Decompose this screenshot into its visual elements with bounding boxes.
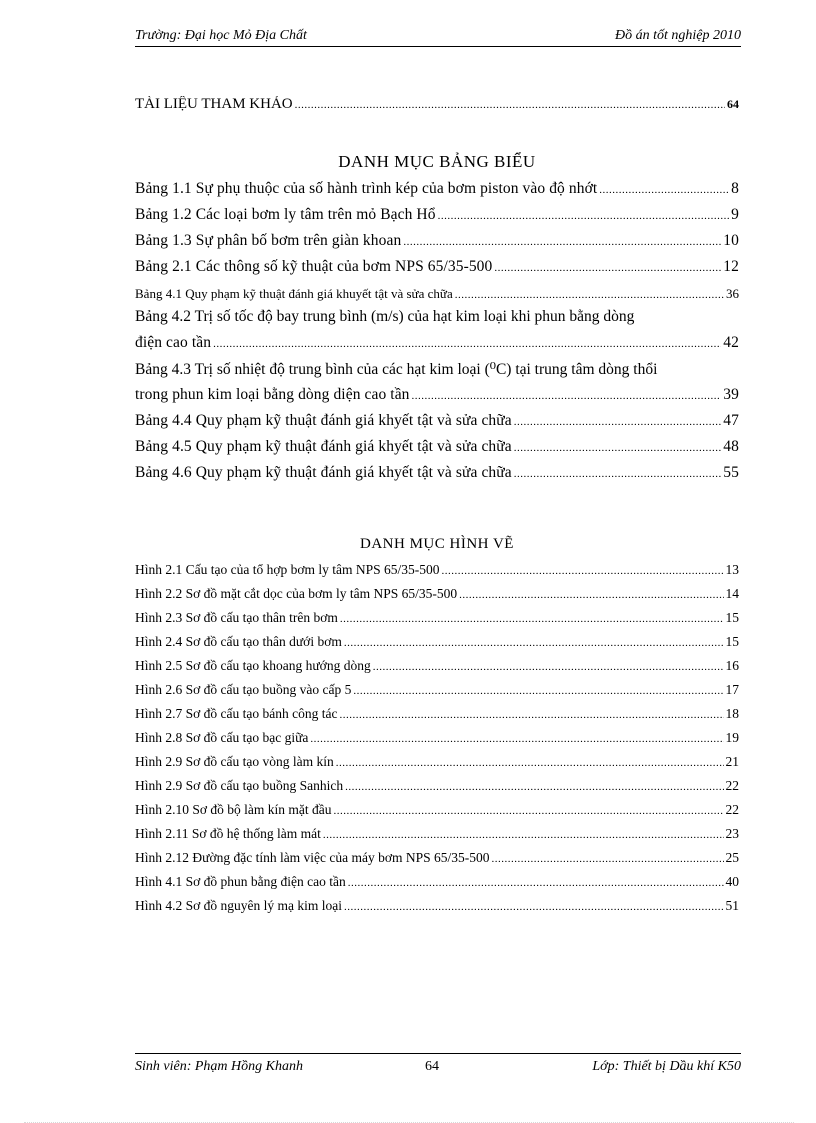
page-footer	[135, 1053, 741, 1076]
entry-label: Hình 2.7 Sơ đồ cấu tạo bánh công tác	[135, 706, 338, 721]
dot-leader	[345, 781, 723, 793]
figure-entry	[135, 634, 739, 650]
entry-label: Hình 2.4 Sơ đồ cấu tạo thân dưới bơm	[135, 634, 342, 649]
entry-label: Hình 2.8 Sơ đồ cấu tạo bạc giữa	[135, 730, 309, 745]
page-header	[135, 28, 741, 47]
entry-page: 39	[723, 386, 739, 403]
header-project: Đồ án tốt nghiệp 2010	[615, 28, 741, 43]
entry-label: Hình 2.2 Sơ đồ mặt cắt dọc của bơm ly tâm NPS 65/35-500	[135, 586, 458, 601]
entry-page: 22	[725, 778, 739, 793]
entry-label: Bảng 1.3 Sự phân bố bơm trên giàn khoan	[135, 232, 402, 249]
entry-label-continued: điện cao tần	[135, 334, 212, 351]
header-school: Trường: Đại học Mỏ Địa Chất	[135, 28, 307, 43]
dot-leader	[459, 589, 723, 601]
entry-label: Bảng 1.1 Sự phụ thuộc của số hành trình kép của bơm piston vào độ nhớt	[135, 180, 598, 197]
dot-leader	[455, 289, 724, 301]
figure-entry	[135, 898, 739, 914]
figure-entry	[135, 682, 739, 698]
figure-entry	[135, 826, 739, 842]
figure-entry	[135, 730, 739, 746]
footer-student: Sinh viên: Phạm Hồng Khanh	[135, 1059, 303, 1074]
table-entry	[135, 464, 739, 482]
dot-leader	[348, 877, 724, 889]
references-title: TÀI LIỆU THAM KHẢO	[135, 96, 293, 112]
entry-label: Bảng 4.6 Quy phạm kỹ thuật đánh giá khyết tật và sửa chữa	[135, 464, 512, 481]
dot-leader	[295, 99, 725, 111]
figure-entry	[135, 850, 739, 866]
entry-page: 8	[731, 180, 739, 197]
entry-page: 13	[725, 562, 739, 577]
tables-section-title: DANH MỤC BẢNG BIỂU	[338, 152, 536, 171]
entry-page: 17	[725, 682, 739, 697]
entry-page: 16	[725, 658, 739, 673]
dot-leader	[403, 236, 721, 248]
dot-leader	[344, 901, 723, 913]
figure-entry	[135, 754, 739, 770]
entry-page: 42	[723, 334, 739, 351]
table-entry	[135, 386, 739, 404]
entry-page: 14	[725, 586, 739, 601]
entry-page: 15	[725, 634, 739, 649]
figure-entry	[135, 586, 739, 602]
dot-leader	[494, 262, 721, 274]
entry-page: 10	[723, 232, 739, 249]
entry-label: Hình 2.1 Cấu tạo của tổ hợp bơm ly tâm NPS 65/35-500	[135, 562, 440, 577]
entry-label: Hình 2.12 Đường đặc tính làm việc của máy bơm NPS 65/35-500	[135, 850, 490, 865]
dot-leader	[412, 390, 722, 402]
dot-leader	[442, 565, 724, 577]
entry-label: Hình 2.10 Sơ đồ bộ làm kín mặt đầu	[135, 802, 332, 817]
entry-label: Hình 2.11 Sơ đồ hệ thống làm mát	[135, 826, 321, 841]
table-entry-first-line: Bảng 4.3 Trị số nhiệt độ trung bình của các hạt kim loại (⁰C) tại trung tâm dòng thổi	[135, 361, 658, 378]
dot-leader	[310, 733, 723, 745]
entry-page: 40	[725, 874, 739, 889]
entry-label-continued: trong phun kim loại bằng dòng diện cao tần	[135, 386, 410, 403]
table-entry	[135, 412, 739, 430]
entry-page: 21	[725, 754, 739, 769]
entry-label: Hình 4.1 Sơ đồ phun bằng điện cao tần	[135, 874, 346, 889]
entry-label: Bảng 4.5 Quy phạm kỹ thuật đánh giá khyết tật và sửa chữa	[135, 438, 512, 455]
dot-leader	[438, 210, 730, 222]
entry-page: 51	[725, 898, 739, 913]
references-entry	[135, 96, 739, 113]
entry-label: Bảng 4.1 Quy phạm kỹ thuật đánh giá khuyết tật và sửa chữa	[135, 286, 453, 301]
entry-page: 22	[725, 802, 739, 817]
entry-page: 55	[723, 464, 739, 481]
entry-label: Hình 2.5 Sơ đồ cấu tạo khoang hướng dòng	[135, 658, 371, 673]
dot-leader	[373, 661, 724, 673]
table-entry	[135, 286, 739, 302]
table-entry	[135, 180, 739, 198]
table-entry	[135, 206, 739, 224]
entry-page: 9	[731, 206, 739, 223]
table-entry	[135, 232, 739, 250]
dot-leader	[514, 416, 722, 428]
entry-page: 36	[726, 286, 739, 301]
dot-leader	[339, 709, 723, 721]
entry-page: 18	[725, 706, 739, 721]
dot-leader	[334, 805, 724, 817]
figure-entry	[135, 778, 739, 794]
entry-label: Hình 2.3 Sơ đồ cấu tạo thân trên bơm	[135, 610, 338, 625]
table-entry	[135, 334, 739, 352]
entry-page: 48	[723, 438, 739, 455]
entry-page: 47	[723, 412, 739, 429]
entry-label: Hình 2.6 Sơ đồ cấu tạo buồng vào cấp 5	[135, 682, 352, 697]
footer-class: Lớp: Thiết bị Dầu khí K50	[592, 1059, 741, 1074]
figure-entry	[135, 802, 739, 818]
dot-leader	[599, 184, 729, 196]
entry-label: Hình 2.9 Sơ đồ cấu tạo buồng Sanhich	[135, 778, 344, 793]
figure-entry	[135, 658, 739, 674]
entry-label: Hình 2.9 Sơ đồ cấu tạo vòng làm kín	[135, 754, 334, 769]
figure-entry	[135, 874, 739, 890]
figure-entry	[135, 562, 739, 578]
entry-label: Bảng 2.1 Các thông số kỹ thuật của bơm NPS 65/35-500	[135, 258, 493, 275]
dot-leader	[336, 757, 724, 769]
table-entry	[135, 258, 739, 276]
entry-page: 25	[725, 850, 739, 865]
entry-page: 12	[723, 258, 739, 275]
footer-page-number: 64	[425, 1059, 439, 1074]
figures-section-title: DANH MỤC HÌNH VẼ	[360, 536, 514, 552]
figure-entry	[135, 610, 739, 626]
entry-label: Hình 4.2 Sơ đồ nguyên lý mạ kim loại	[135, 898, 343, 913]
dot-leader	[514, 442, 722, 454]
dot-leader	[340, 613, 724, 625]
entry-label: Bảng 1.2 Các loại bơm ly tâm trên mỏ Bạch Hổ	[135, 206, 436, 223]
table-entry	[135, 438, 739, 456]
dot-leader	[344, 637, 724, 649]
dot-leader	[492, 853, 724, 865]
references-page: 64	[727, 97, 739, 111]
figure-entry	[135, 706, 739, 722]
dot-leader	[323, 829, 724, 841]
dot-leader	[514, 468, 722, 480]
entry-page: 23	[725, 826, 739, 841]
table-entry-first-line: Bảng 4.2 Trị số tốc độ bay trung bình (m/s) của hạt kim loại khi phun bằng dòng	[135, 308, 635, 325]
dot-leader	[213, 338, 721, 350]
entry-page: 15	[725, 610, 739, 625]
dot-leader	[353, 685, 723, 697]
entry-page: 19	[725, 730, 739, 745]
entry-label: Bảng 4.4 Quy phạm kỹ thuật đánh giá khyết tật và sửa chữa	[135, 412, 512, 429]
